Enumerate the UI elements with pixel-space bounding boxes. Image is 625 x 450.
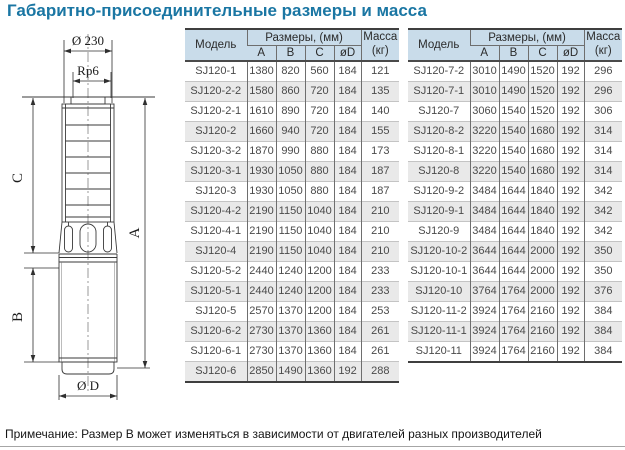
value-cell: 1520	[528, 82, 557, 102]
value-cell: 2160	[528, 302, 557, 322]
value-cell: 184	[334, 202, 361, 222]
value-cell: 1540	[499, 102, 528, 122]
value-cell: 1360	[305, 322, 334, 342]
value-cell: 253	[361, 302, 399, 322]
table-row	[185, 362, 399, 383]
model-cell: SJ120-6	[195, 365, 237, 377]
value-cell: 261	[361, 342, 399, 362]
value-cell: 990	[276, 142, 305, 162]
model-cell: SJ120-2-2	[190, 85, 242, 97]
table-row	[408, 322, 622, 342]
model-cell: SJ120-5-2	[190, 265, 242, 277]
value-cell: 192	[557, 242, 584, 262]
column-header-od: øD	[334, 46, 361, 62]
footnote: Примечание: Размер B может изменяться в зависимости от двигателей разных производителей	[5, 427, 542, 441]
value-cell: 1840	[528, 202, 557, 222]
top-diameter-label: Ø 230	[71, 33, 105, 48]
table-row	[185, 142, 399, 162]
table-row	[408, 182, 622, 202]
table-row	[408, 282, 622, 302]
value-cell: 1050	[276, 162, 305, 182]
value-cell: 184	[334, 242, 361, 262]
value-cell: 1240	[276, 282, 305, 302]
column-header-b: B	[276, 46, 305, 62]
value-cell: 184	[334, 162, 361, 182]
value-cell: 1360	[305, 342, 334, 362]
value-cell: 306	[584, 102, 622, 122]
bottom-diameter-label: Ø D	[76, 378, 100, 393]
model-cell: SJ120-7	[418, 105, 460, 117]
table-row	[185, 102, 399, 122]
value-cell: 3484	[470, 182, 499, 202]
table-row	[185, 242, 399, 262]
table-row	[408, 242, 622, 262]
value-cell: 342	[584, 202, 622, 222]
table-row	[185, 282, 399, 302]
value-cell: 2190	[247, 242, 276, 262]
column-header-model: Модель	[408, 29, 470, 61]
value-cell: 314	[584, 162, 622, 182]
value-cell: 2570	[247, 302, 276, 322]
table-row	[185, 202, 399, 222]
table-row	[185, 322, 399, 342]
bottom-divider	[0, 446, 625, 447]
value-cell: 1680	[528, 122, 557, 142]
value-cell: 350	[584, 262, 622, 282]
value-cell: 1840	[528, 182, 557, 202]
value-cell: 1644	[499, 182, 528, 202]
value-cell: 1644	[499, 262, 528, 282]
value-cell: 192	[557, 342, 584, 363]
value-cell: 210	[361, 202, 399, 222]
value-cell: 1200	[305, 282, 334, 302]
value-cell: 880	[305, 142, 334, 162]
value-cell: 121	[361, 61, 399, 82]
table-row	[185, 162, 399, 182]
mass-unit-label: (кг)	[371, 45, 389, 57]
value-cell: 155	[361, 122, 399, 142]
table-row	[408, 102, 622, 122]
model-cell: SJ120-3	[195, 185, 237, 197]
table-row	[185, 82, 399, 102]
value-cell: 184	[334, 222, 361, 242]
table-row	[185, 61, 399, 82]
value-cell: 384	[584, 322, 622, 342]
value-cell: 1040	[305, 222, 334, 242]
value-cell: 3060	[470, 102, 499, 122]
value-cell: 1490	[276, 362, 305, 383]
model-cell: SJ120-11-2	[410, 305, 467, 317]
value-cell: 1644	[499, 242, 528, 262]
value-cell: 2730	[247, 342, 276, 362]
value-cell: 192	[557, 302, 584, 322]
mass-unit-label: (кг)	[594, 45, 612, 57]
value-cell: 1150	[276, 222, 305, 242]
value-cell: 860	[276, 82, 305, 102]
value-cell: 1040	[305, 202, 334, 222]
value-cell: 1930	[247, 162, 276, 182]
value-cell: 1840	[528, 222, 557, 242]
value-cell: 2160	[528, 322, 557, 342]
value-cell: 192	[557, 142, 584, 162]
value-cell: 1644	[499, 222, 528, 242]
value-cell: 1764	[499, 302, 528, 322]
value-cell: 184	[334, 102, 361, 122]
value-cell: 1380	[247, 61, 276, 82]
value-cell: 1870	[247, 142, 276, 162]
model-cell: SJ120-4-2	[190, 205, 242, 217]
column-header-model: Модель	[185, 29, 247, 61]
value-cell: 1764	[499, 342, 528, 363]
value-cell: 2190	[247, 222, 276, 242]
value-cell: 184	[334, 122, 361, 142]
value-cell: 187	[361, 162, 399, 182]
value-cell: 233	[361, 262, 399, 282]
value-cell: 1050	[276, 182, 305, 202]
value-cell: 820	[276, 61, 305, 82]
model-cell: SJ120-8-1	[413, 145, 465, 157]
table-row	[408, 142, 622, 162]
value-cell: 342	[584, 222, 622, 242]
value-cell: 1660	[247, 122, 276, 142]
value-cell: 1610	[247, 102, 276, 122]
table-row	[408, 302, 622, 322]
dim-c-label: C	[10, 172, 26, 184]
table-row	[408, 61, 622, 82]
mass-label: Масса	[586, 31, 621, 44]
value-cell: 1540	[499, 122, 528, 142]
model-cell: SJ120-11	[415, 345, 462, 357]
value-cell: 1764	[499, 282, 528, 302]
value-cell: 342	[584, 182, 622, 202]
value-cell: 135	[361, 82, 399, 102]
model-cell: SJ120-8	[418, 165, 460, 177]
table-body	[185, 61, 399, 382]
value-cell: 3220	[470, 122, 499, 142]
value-cell: 1580	[247, 82, 276, 102]
value-cell: 384	[584, 302, 622, 322]
model-cell: SJ120-6-1	[190, 345, 242, 357]
model-cell: SJ120-10-2	[410, 245, 468, 257]
value-cell: 192	[557, 262, 584, 282]
model-cell: SJ120-5	[195, 305, 237, 317]
value-cell: 3924	[470, 322, 499, 342]
model-cell: SJ120-9-1	[413, 205, 465, 217]
value-cell: 384	[584, 342, 622, 363]
column-header-mass	[584, 29, 622, 61]
value-cell: 140	[361, 102, 399, 122]
model-cell: SJ120-10	[415, 285, 463, 297]
value-cell: 184	[334, 282, 361, 302]
value-cell: 261	[361, 322, 399, 342]
value-cell: 192	[557, 102, 584, 122]
value-cell: 1930	[247, 182, 276, 202]
value-cell: 1200	[305, 302, 334, 322]
value-cell: 3484	[470, 222, 499, 242]
model-cell: SJ120-9-2	[413, 185, 465, 197]
value-cell: 1540	[499, 162, 528, 182]
value-cell: 3644	[470, 262, 499, 282]
model-cell: SJ120-2	[195, 125, 237, 137]
model-cell: SJ120-3-2	[190, 145, 242, 157]
value-cell: 2000	[528, 282, 557, 302]
value-cell: 3010	[470, 61, 499, 82]
value-cell: 173	[361, 142, 399, 162]
value-cell: 1150	[276, 202, 305, 222]
value-cell: 1490	[499, 61, 528, 82]
value-cell: 940	[276, 122, 305, 142]
column-header-sizes: Размеры, (мм)	[247, 29, 361, 46]
value-cell: 1520	[528, 102, 557, 122]
value-cell: 3484	[470, 202, 499, 222]
value-cell: 2000	[528, 242, 557, 262]
value-cell: 2440	[247, 262, 276, 282]
table-row	[185, 182, 399, 202]
value-cell: 2730	[247, 322, 276, 342]
value-cell: 720	[305, 122, 334, 142]
column-header-a: A	[470, 46, 499, 62]
column-header-a: A	[247, 46, 276, 62]
value-cell: 184	[334, 302, 361, 322]
model-cell: SJ120-9	[418, 225, 460, 237]
value-cell: 1200	[305, 262, 334, 282]
value-cell: 296	[584, 61, 622, 82]
value-cell: 1540	[499, 142, 528, 162]
value-cell: 350	[584, 242, 622, 262]
model-cell: SJ120-6-2	[190, 325, 242, 337]
value-cell: 376	[584, 282, 622, 302]
value-cell: 187	[361, 182, 399, 202]
value-cell: 184	[334, 262, 361, 282]
value-cell: 3220	[470, 162, 499, 182]
value-cell: 210	[361, 222, 399, 242]
model-cell: SJ120-3-1	[190, 165, 242, 177]
value-cell: 192	[334, 362, 361, 383]
value-cell: 3924	[470, 342, 499, 363]
value-cell: 2440	[247, 282, 276, 302]
column-header-sizes: Размеры, (мм)	[470, 29, 584, 46]
value-cell: 192	[557, 282, 584, 302]
column-header-mass	[361, 29, 399, 61]
table-row	[185, 342, 399, 362]
value-cell: 3644	[470, 242, 499, 262]
value-cell: 2850	[247, 362, 276, 383]
value-cell: 184	[334, 182, 361, 202]
table-row	[185, 122, 399, 142]
dim-a-label: A	[127, 227, 143, 239]
table-row	[408, 262, 622, 282]
model-cell: SJ120-4-1	[190, 225, 242, 237]
value-cell: 880	[305, 182, 334, 202]
value-cell: 1360	[305, 362, 334, 383]
model-cell: SJ120-7-1	[413, 85, 465, 97]
model-cell: SJ120-10-1	[410, 265, 468, 277]
value-cell: 1680	[528, 142, 557, 162]
value-cell: 184	[334, 61, 361, 82]
dim-b-label: B	[10, 311, 26, 323]
value-cell: 288	[361, 362, 399, 383]
model-cell: SJ120-8-2	[413, 125, 465, 137]
value-cell: 1370	[276, 302, 305, 322]
value-cell: 3764	[470, 282, 499, 302]
column-header-c: C	[528, 46, 557, 62]
value-cell: 314	[584, 122, 622, 142]
mass-label: Масса	[363, 31, 398, 44]
value-cell: 296	[584, 82, 622, 102]
value-cell: 184	[334, 82, 361, 102]
value-cell: 1370	[276, 342, 305, 362]
model-cell: SJ120-5-1	[190, 285, 242, 297]
value-cell: 192	[557, 122, 584, 142]
table-row	[408, 82, 622, 102]
value-cell: 1764	[499, 322, 528, 342]
table-row	[185, 302, 399, 322]
value-cell: 192	[557, 222, 584, 242]
value-cell: 3924	[470, 302, 499, 322]
column-header-c: C	[305, 46, 334, 62]
table-row	[185, 262, 399, 282]
value-cell: 720	[305, 82, 334, 102]
value-cell: 1680	[528, 162, 557, 182]
value-cell: 233	[361, 282, 399, 302]
value-cell: 314	[584, 142, 622, 162]
value-cell: 2160	[528, 342, 557, 363]
value-cell: 184	[334, 142, 361, 162]
value-cell: 192	[557, 61, 584, 82]
value-cell: 184	[334, 322, 361, 342]
value-cell: 192	[557, 202, 584, 222]
model-cell: SJ120-2-1	[190, 105, 242, 117]
value-cell: 192	[557, 82, 584, 102]
table-row	[408, 122, 622, 142]
model-cell: SJ120-1	[195, 65, 237, 77]
value-cell: 1644	[499, 202, 528, 222]
value-cell: 1040	[305, 242, 334, 262]
dimensions-table-1	[185, 28, 399, 383]
value-cell: 3010	[470, 82, 499, 102]
column-header-b: B	[499, 46, 528, 62]
value-cell: 184	[334, 342, 361, 362]
model-cell: SJ120-7-2	[413, 65, 465, 77]
value-cell: 560	[305, 61, 334, 82]
value-cell: 1370	[276, 322, 305, 342]
value-cell: 192	[557, 162, 584, 182]
value-cell: 1520	[528, 61, 557, 82]
value-cell: 1240	[276, 262, 305, 282]
table-row	[408, 222, 622, 242]
column-header-od: øD	[557, 46, 584, 62]
value-cell: 210	[361, 242, 399, 262]
table-row	[408, 162, 622, 182]
value-cell: 880	[305, 162, 334, 182]
value-cell: 192	[557, 182, 584, 202]
page-title: Габаритно-присоединительные размеры и масса	[7, 1, 427, 20]
thread-label: Rp6	[77, 63, 99, 78]
value-cell: 1150	[276, 242, 305, 262]
value-cell: 1490	[499, 82, 528, 102]
value-cell: 2190	[247, 202, 276, 222]
value-cell: 720	[305, 102, 334, 122]
value-cell: 3220	[470, 142, 499, 162]
dimensions-table-2	[408, 28, 622, 363]
value-cell: 890	[276, 102, 305, 122]
table-body	[408, 61, 622, 362]
model-cell: SJ120-4	[195, 245, 237, 257]
value-cell: 192	[557, 322, 584, 342]
value-cell: 2000	[528, 262, 557, 282]
table-row	[408, 202, 622, 222]
model-cell: SJ120-11-1	[410, 325, 467, 337]
pump-dimension-drawing	[2, 28, 170, 404]
table-row	[408, 342, 622, 363]
table-row	[185, 222, 399, 242]
